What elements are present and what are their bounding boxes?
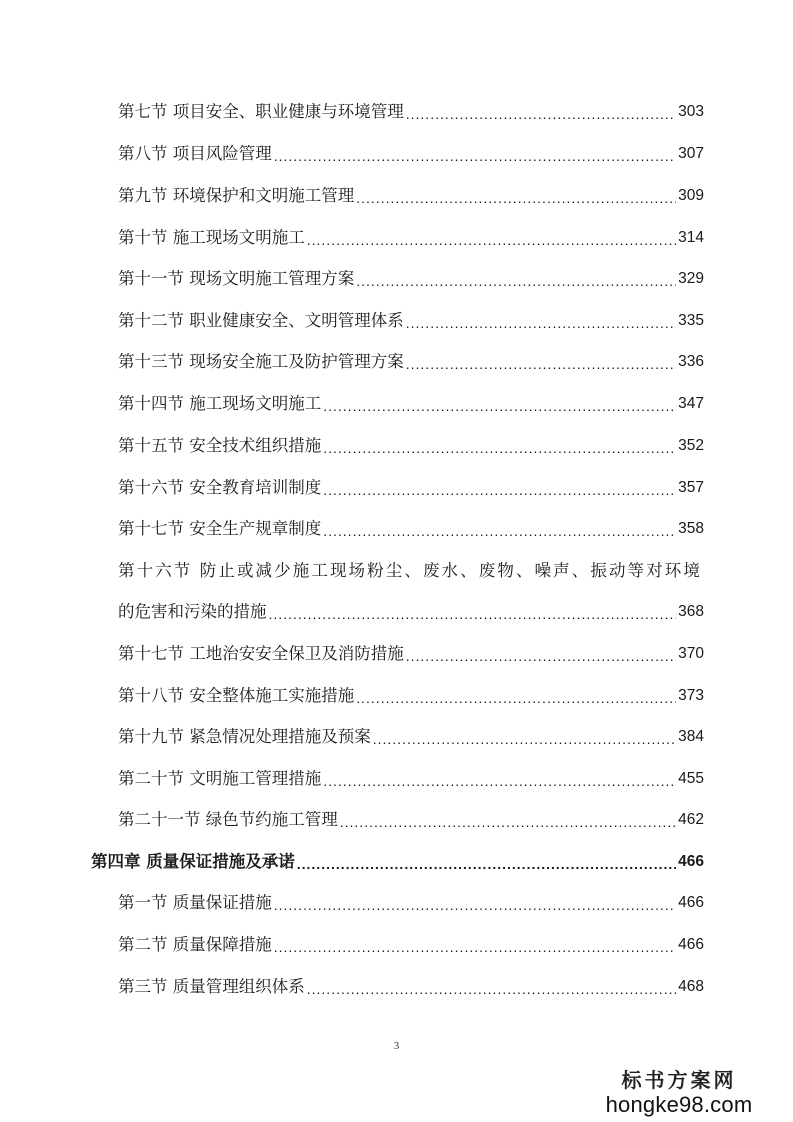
toc-entry-page: 368 xyxy=(678,603,704,620)
dot-leader xyxy=(356,187,676,209)
dot-leader xyxy=(307,978,676,1000)
toc-entry-page: 468 xyxy=(678,978,704,995)
dot-leader xyxy=(274,145,676,167)
toc-entry[interactable] xyxy=(118,225,704,251)
toc-chapter-title: 第四章 质量保证措施及承诺 xyxy=(91,852,295,871)
toc-entry[interactable] xyxy=(118,641,704,667)
dot-leader xyxy=(269,603,677,625)
watermark-chinese-text: 标书方案网 xyxy=(621,1068,737,1092)
dot-leader xyxy=(307,229,676,251)
toc-entry-page: 336 xyxy=(678,353,704,370)
dot-leader xyxy=(323,437,676,459)
toc-entry-title: 第十三节 现场安全施工及防护管理方案 xyxy=(118,352,404,371)
dot-leader xyxy=(297,853,676,875)
toc-entry-page: 357 xyxy=(678,479,704,496)
toc-entry-title: 第二十节 文明施工管理措施 xyxy=(118,769,322,788)
toc-entry-page: 307 xyxy=(678,145,704,162)
dot-leader xyxy=(406,645,676,667)
toc-entry[interactable] xyxy=(118,433,704,459)
toc-entry[interactable] xyxy=(118,391,704,417)
toc-entry-page: 370 xyxy=(678,645,704,662)
dot-leader xyxy=(406,103,676,125)
dot-leader xyxy=(323,770,676,792)
toc-entry-title-line2: 的危害和污染的措施 xyxy=(118,602,267,621)
toc-entry-title: 第七节 项目安全、职业健康与环境管理 xyxy=(118,102,404,121)
toc-entry[interactable] xyxy=(118,183,704,209)
toc-entry[interactable] xyxy=(118,890,704,916)
toc-entry-title: 第十九节 紧急情况处理措施及预案 xyxy=(118,727,371,746)
toc-entry[interactable] xyxy=(118,99,704,125)
toc-entry-title: 第十四节 施工现场文明施工 xyxy=(118,394,322,413)
toc-entry-multiline[interactable] xyxy=(118,558,704,584)
toc-entry[interactable] xyxy=(118,724,704,750)
toc-entry-page: 314 xyxy=(678,229,704,246)
toc-entry-title: 第八节 项目风险管理 xyxy=(118,144,272,163)
toc-entry-title: 第二十一节 绿色节约施工管理 xyxy=(118,810,338,829)
dot-leader xyxy=(356,687,676,709)
dot-leader xyxy=(340,811,676,833)
toc-entry[interactable] xyxy=(118,516,704,542)
toc-entry[interactable] xyxy=(118,683,704,709)
toc-entry[interactable] xyxy=(118,308,704,334)
toc-entry-title: 第九节 环境保护和文明施工管理 xyxy=(118,186,355,205)
page-number: 3 xyxy=(393,1040,400,1052)
toc-entry-title: 第十七节 安全生产规章制度 xyxy=(118,519,322,538)
toc-entry[interactable] xyxy=(118,475,704,501)
dot-leader xyxy=(323,479,676,501)
toc-entry-page: 466 xyxy=(678,936,704,953)
toc-entry-title-line1: 第十六节 防止或减少施工现场粉尘、废水、废物、噪声、振动等对环境 xyxy=(118,561,702,580)
toc-entry-title: 第十五节 安全技术组织措施 xyxy=(118,436,322,455)
toc-entry-page: 373 xyxy=(678,687,704,704)
dot-leader xyxy=(356,270,676,292)
toc-entry-page: 309 xyxy=(678,187,704,204)
toc-entry-title: 第十七节 工地治安安全保卫及消防措施 xyxy=(118,644,404,663)
toc-entry-page: 335 xyxy=(678,312,704,329)
toc-entry[interactable] xyxy=(118,807,704,833)
toc-entry-title: 第十一节 现场文明施工管理方案 xyxy=(118,269,355,288)
toc-entry[interactable] xyxy=(118,932,704,958)
toc-entry-page: 466 xyxy=(678,894,704,911)
toc-entry-title: 第十六节 安全教育培训制度 xyxy=(118,478,322,497)
toc-entry-page: 329 xyxy=(678,270,704,287)
dot-leader xyxy=(323,520,676,542)
toc-entry-title: 第十八节 安全整体施工实施措施 xyxy=(118,686,355,705)
dot-leader xyxy=(373,728,676,750)
toc-entry-page: 352 xyxy=(678,437,704,454)
toc-entry-title: 第十节 施工现场文明施工 xyxy=(118,228,305,247)
toc-entry-page: 462 xyxy=(678,811,704,828)
toc-entry[interactable] xyxy=(118,349,704,375)
dot-leader xyxy=(274,936,676,958)
toc-entry-title: 第二节 质量保障措施 xyxy=(118,935,272,954)
watermark-logo xyxy=(579,1068,779,1118)
toc-entry[interactable] xyxy=(118,766,704,792)
toc-chapter-entry[interactable] xyxy=(91,849,704,875)
dot-leader xyxy=(274,894,676,916)
toc-entry-page: 347 xyxy=(678,395,704,412)
toc-entry[interactable] xyxy=(118,141,704,167)
toc-entry-page: 384 xyxy=(678,728,704,745)
toc-entry-page: 455 xyxy=(678,770,704,787)
dot-leader xyxy=(406,353,676,375)
watermark-url: hongke98.com xyxy=(605,1092,753,1117)
toc-entry-title: 第三节 质量管理组织体系 xyxy=(118,977,305,996)
toc-entry-continuation[interactable] xyxy=(118,599,704,625)
toc-entry-page: 358 xyxy=(678,520,704,537)
toc-entry-title: 第一节 质量保证措施 xyxy=(118,893,272,912)
dot-leader xyxy=(406,312,676,334)
toc-entry-title: 第十二节 职业健康安全、文明管理体系 xyxy=(118,311,404,330)
toc-entry[interactable] xyxy=(118,974,704,1000)
toc-entry[interactable] xyxy=(118,266,704,292)
toc-entry-page: 466 xyxy=(678,853,704,870)
dot-leader xyxy=(323,395,676,417)
toc-entry-page: 303 xyxy=(678,103,704,120)
